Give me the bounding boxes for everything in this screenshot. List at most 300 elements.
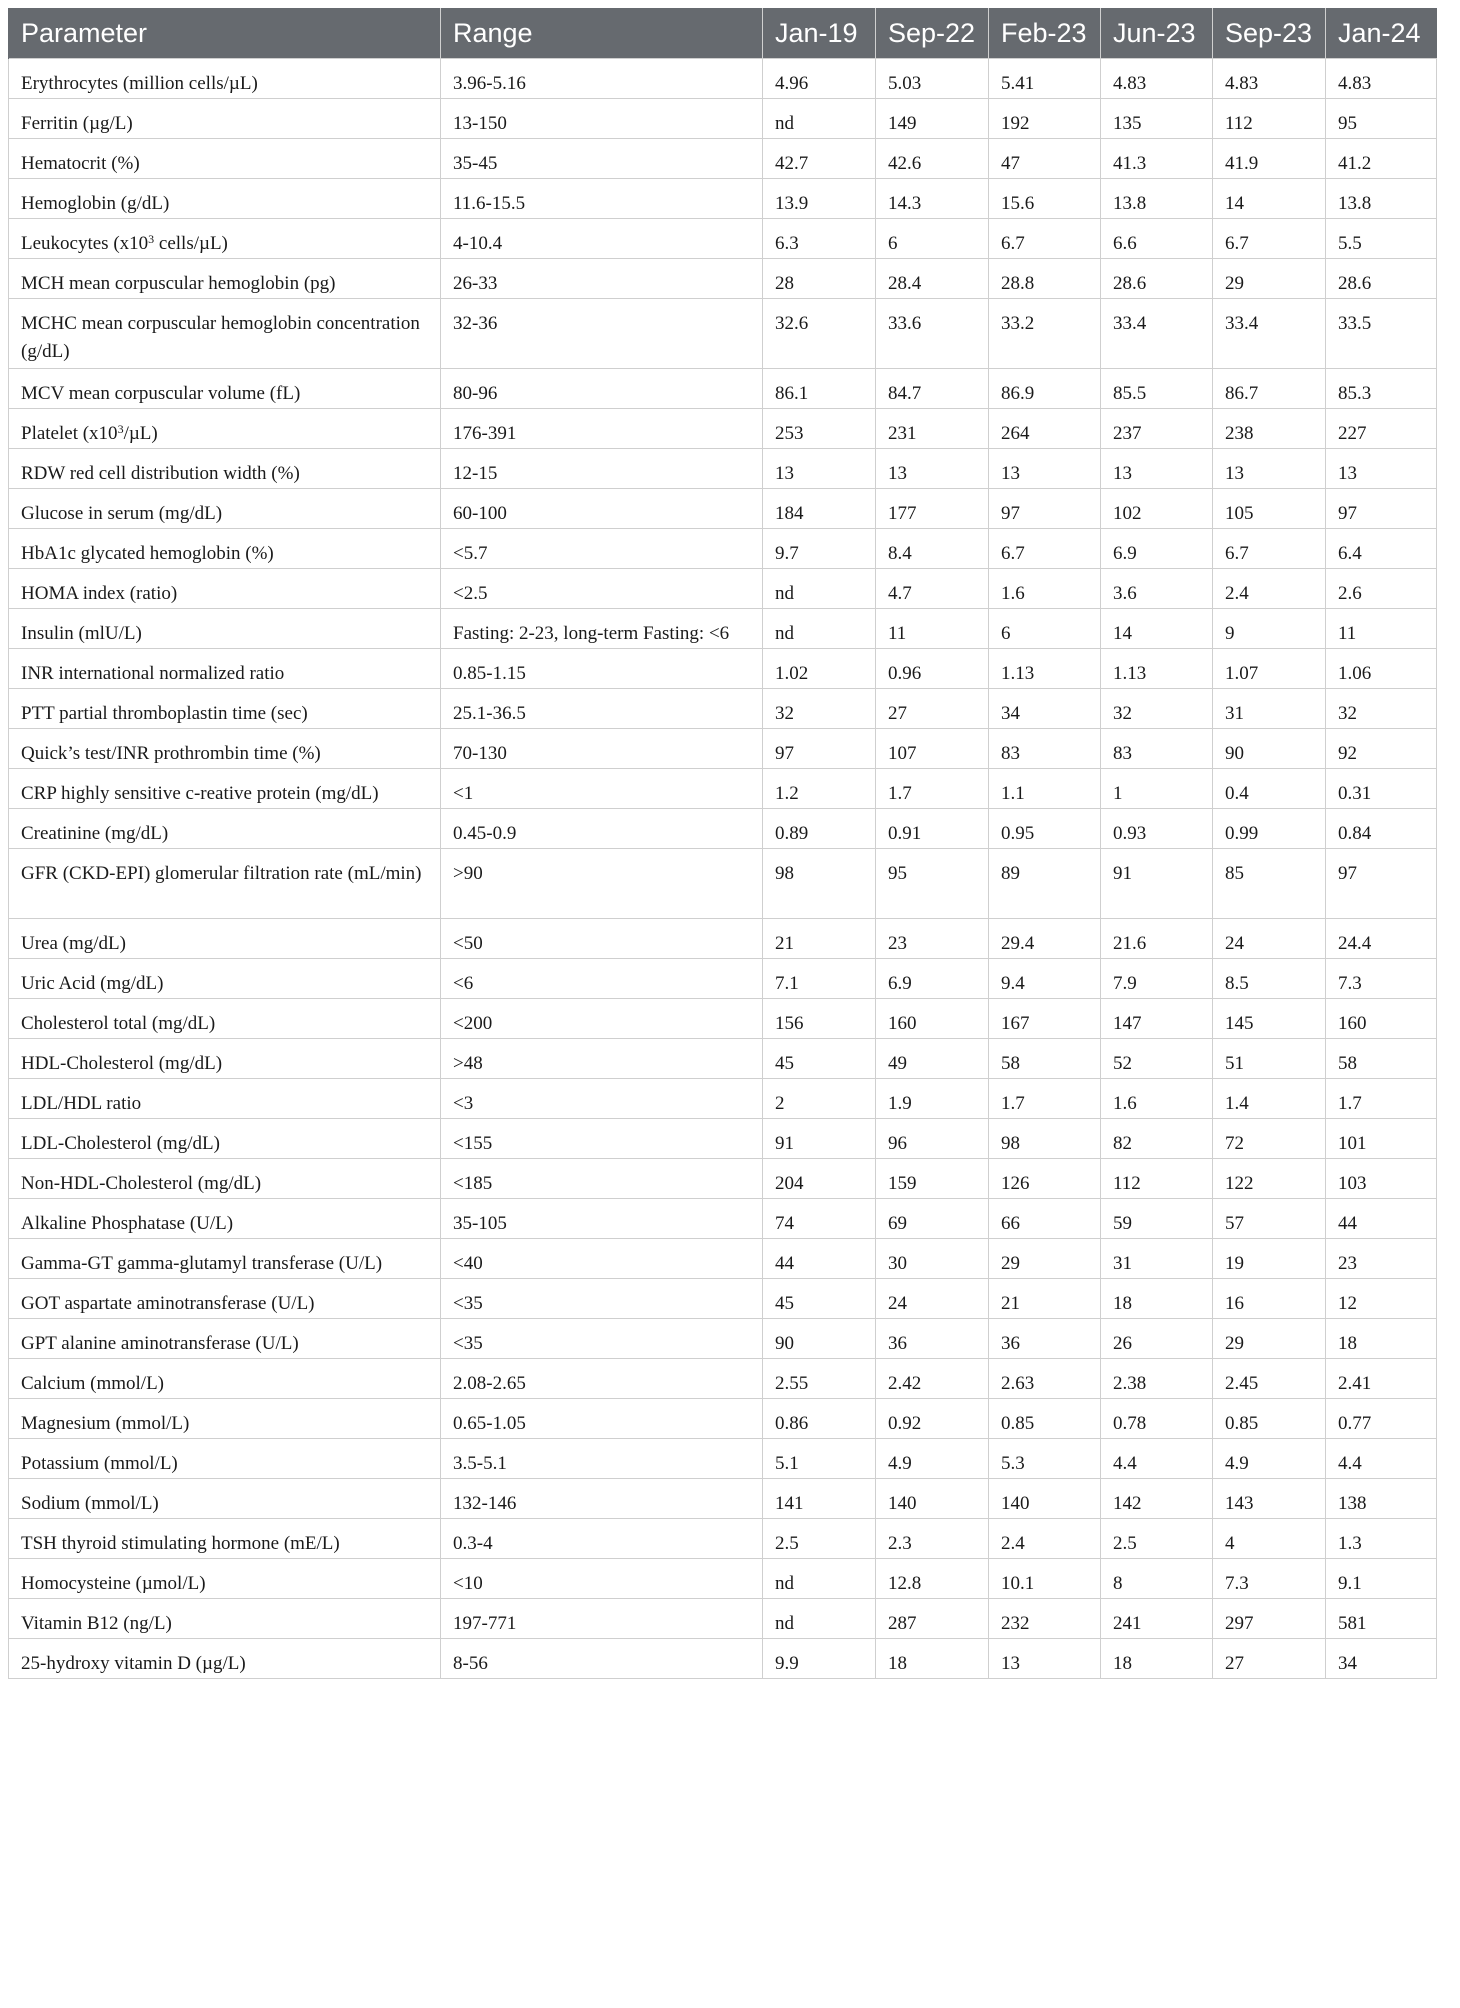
value-cell: 18	[1101, 1639, 1213, 1679]
value-cell: 142	[1101, 1479, 1213, 1519]
lab-results-table	[8, 8, 1437, 1679]
range-cell: <155	[441, 1119, 763, 1159]
value-cell: 13.8	[1101, 179, 1213, 219]
value-cell: 21	[989, 1279, 1101, 1319]
value-cell: 41.2	[1326, 139, 1437, 179]
value-cell: 2.55	[763, 1359, 876, 1399]
parameter-cell: Hematocrit (%)	[9, 139, 441, 179]
value-cell: 140	[876, 1479, 989, 1519]
value-cell: 92	[1326, 729, 1437, 769]
value-cell: 145	[1213, 999, 1326, 1039]
value-cell: nd	[763, 1599, 876, 1639]
value-cell: 101	[1326, 1119, 1437, 1159]
parameter-cell: GPT alanine aminotransferase (U/L)	[9, 1319, 441, 1359]
range-cell: 197-771	[441, 1599, 763, 1639]
parameter-cell: Insulin (mlU/L)	[9, 609, 441, 649]
range-cell: 13-150	[441, 99, 763, 139]
column-header: Feb-23	[989, 8, 1101, 59]
parameter-text: cells/µL)	[154, 233, 228, 254]
value-cell: 159	[876, 1159, 989, 1199]
value-cell: 28.4	[876, 259, 989, 299]
range-cell: 176-391	[441, 409, 763, 449]
range-cell: 12-15	[441, 449, 763, 489]
parameter-cell: Erythrocytes (million cells/µL)	[9, 59, 441, 99]
value-cell: 47	[989, 139, 1101, 179]
table-row	[9, 1199, 1437, 1239]
table-row	[9, 369, 1437, 409]
table-row	[9, 1239, 1437, 1279]
value-cell: 156	[763, 999, 876, 1039]
value-cell: 237	[1101, 409, 1213, 449]
parameter-cell: Calcium (mmol/L)	[9, 1359, 441, 1399]
table-row	[9, 1599, 1437, 1639]
value-cell: 83	[1101, 729, 1213, 769]
value-cell: 0.31	[1326, 769, 1437, 809]
table-row	[9, 849, 1437, 919]
column-header: Sep-22	[876, 8, 989, 59]
value-cell: 24	[1213, 919, 1326, 959]
value-cell: 26	[1101, 1319, 1213, 1359]
value-cell: 57	[1213, 1199, 1326, 1239]
value-cell: 42.7	[763, 139, 876, 179]
range-cell: 70-130	[441, 729, 763, 769]
value-cell: 5.1	[763, 1439, 876, 1479]
value-cell: 52	[1101, 1039, 1213, 1079]
table-row	[9, 139, 1437, 179]
range-cell: <35	[441, 1319, 763, 1359]
value-cell: 184	[763, 489, 876, 529]
parameter-cell: HDL-Cholesterol (mg/dL)	[9, 1039, 441, 1079]
table-row	[9, 449, 1437, 489]
range-cell: <1	[441, 769, 763, 809]
range-cell: 3.96-5.16	[441, 59, 763, 99]
value-cell: 29	[1213, 1319, 1326, 1359]
value-cell: 6.7	[989, 529, 1101, 569]
value-cell: 107	[876, 729, 989, 769]
range-cell: 4-10.4	[441, 219, 763, 259]
value-cell: 2.4	[1213, 569, 1326, 609]
value-cell: 1.13	[1101, 649, 1213, 689]
value-cell: nd	[763, 609, 876, 649]
value-cell: 4.7	[876, 569, 989, 609]
parameter-superscript: 3	[148, 232, 155, 246]
range-cell: 25.1-36.5	[441, 689, 763, 729]
column-header: Jun-23	[1101, 8, 1213, 59]
value-cell: 21	[763, 919, 876, 959]
value-cell: 160	[876, 999, 989, 1039]
value-cell: 231	[876, 409, 989, 449]
value-cell: 66	[989, 1199, 1101, 1239]
value-cell: 58	[989, 1039, 1101, 1079]
value-cell: 36	[876, 1319, 989, 1359]
value-cell: 2.42	[876, 1359, 989, 1399]
value-cell: 18	[1101, 1279, 1213, 1319]
range-cell: 132-146	[441, 1479, 763, 1519]
parameter-cell: Creatinine (mg/dL)	[9, 809, 441, 849]
parameter-cell: Glucose in serum (mg/dL)	[9, 489, 441, 529]
parameter-cell: RDW red cell distribution width (%)	[9, 449, 441, 489]
table-row	[9, 569, 1437, 609]
value-cell: 36	[989, 1319, 1101, 1359]
value-cell: 0.86	[763, 1399, 876, 1439]
value-cell: 14.3	[876, 179, 989, 219]
parameter-cell: HbA1c glycated hemoglobin (%)	[9, 529, 441, 569]
table-row	[9, 1079, 1437, 1119]
value-cell: 84.7	[876, 369, 989, 409]
value-cell: 4.9	[876, 1439, 989, 1479]
value-cell: 0.99	[1213, 809, 1326, 849]
value-cell: 112	[1101, 1159, 1213, 1199]
value-cell: 13.8	[1326, 179, 1437, 219]
value-cell: 28	[763, 259, 876, 299]
table-row	[9, 409, 1437, 449]
range-cell: >90	[441, 849, 763, 919]
value-cell: 8	[1101, 1559, 1213, 1599]
value-cell: 82	[1101, 1119, 1213, 1159]
value-cell: 15.6	[989, 179, 1101, 219]
range-cell: <185	[441, 1159, 763, 1199]
value-cell: 86.9	[989, 369, 1101, 409]
range-cell: >48	[441, 1039, 763, 1079]
column-header: Sep-23	[1213, 8, 1326, 59]
value-cell: 1.3	[1326, 1519, 1437, 1559]
value-cell: 0.84	[1326, 809, 1437, 849]
value-cell: 33.4	[1213, 299, 1326, 369]
parameter-cell: LDL/HDL ratio	[9, 1079, 441, 1119]
value-cell: 12	[1326, 1279, 1437, 1319]
table-row	[9, 1039, 1437, 1079]
parameter-text: /µL)	[123, 423, 158, 444]
range-cell: 26-33	[441, 259, 763, 299]
table-row	[9, 1119, 1437, 1159]
table-row	[9, 689, 1437, 729]
value-cell: 32	[1101, 689, 1213, 729]
parameter-cell: MCHC mean corpuscular hemoglobin concentration (g/dL)	[9, 299, 441, 369]
parameter-cell: Ferritin (µg/L)	[9, 99, 441, 139]
range-cell: <10	[441, 1559, 763, 1599]
table-row	[9, 299, 1437, 369]
value-cell: 1.07	[1213, 649, 1326, 689]
table-row	[9, 219, 1437, 259]
value-cell: 2.63	[989, 1359, 1101, 1399]
value-cell: 29.4	[989, 919, 1101, 959]
value-cell: 1	[1101, 769, 1213, 809]
parameter-cell: INR international normalized ratio	[9, 649, 441, 689]
value-cell: nd	[763, 99, 876, 139]
value-cell: 126	[989, 1159, 1101, 1199]
parameter-cell: Alkaline Phosphatase (U/L)	[9, 1199, 441, 1239]
value-cell: 34	[1326, 1639, 1437, 1679]
value-cell: 30	[876, 1239, 989, 1279]
parameter-cell: Cholesterol total (mg/dL)	[9, 999, 441, 1039]
table-row	[9, 919, 1437, 959]
value-cell: 241	[1101, 1599, 1213, 1639]
value-cell: 1.7	[876, 769, 989, 809]
range-cell: 32-36	[441, 299, 763, 369]
range-cell: <3	[441, 1079, 763, 1119]
column-header: Parameter	[9, 8, 441, 59]
value-cell: 4.83	[1213, 59, 1326, 99]
parameter-text: Leukocytes (x10	[21, 233, 149, 254]
value-cell: 287	[876, 1599, 989, 1639]
value-cell: 21.6	[1101, 919, 1213, 959]
range-cell: <200	[441, 999, 763, 1039]
value-cell: 29	[1213, 259, 1326, 299]
range-cell: 80-96	[441, 369, 763, 409]
value-cell: 143	[1213, 1479, 1326, 1519]
value-cell: 6.3	[763, 219, 876, 259]
value-cell: 6.7	[1213, 219, 1326, 259]
value-cell: 0.77	[1326, 1399, 1437, 1439]
table-row	[9, 1639, 1437, 1679]
value-cell: 86.7	[1213, 369, 1326, 409]
value-cell: 85.3	[1326, 369, 1437, 409]
value-cell: 1.1	[989, 769, 1101, 809]
value-cell: 14	[1101, 609, 1213, 649]
table-row	[9, 809, 1437, 849]
value-cell: 24	[876, 1279, 989, 1319]
value-cell: 89	[989, 849, 1101, 919]
range-cell: <2.5	[441, 569, 763, 609]
parameter-cell	[9, 409, 441, 449]
value-cell: 33.5	[1326, 299, 1437, 369]
table-row	[9, 59, 1437, 99]
value-cell: 4.4	[1326, 1439, 1437, 1479]
value-cell: 7.3	[1213, 1559, 1326, 1599]
table-row	[9, 1439, 1437, 1479]
value-cell: 13	[1213, 449, 1326, 489]
value-cell: 0.89	[763, 809, 876, 849]
value-cell: 90	[763, 1319, 876, 1359]
value-cell: 1.7	[989, 1079, 1101, 1119]
value-cell: 0.85	[989, 1399, 1101, 1439]
range-cell: <50	[441, 919, 763, 959]
table-row	[9, 729, 1437, 769]
value-cell: 32	[1326, 689, 1437, 729]
table-header	[9, 8, 1437, 59]
table-row	[9, 999, 1437, 1039]
table-row	[9, 259, 1437, 299]
value-cell: 581	[1326, 1599, 1437, 1639]
value-cell: 6.4	[1326, 529, 1437, 569]
parameter-cell: GFR (CKD-EPI) glomerular filtration rate (mL/min)	[9, 849, 441, 919]
value-cell: 2.3	[876, 1519, 989, 1559]
value-cell: 86.1	[763, 369, 876, 409]
column-header: Jan-19	[763, 8, 876, 59]
value-cell: 85	[1213, 849, 1326, 919]
value-cell: 32	[763, 689, 876, 729]
value-cell: 4	[1213, 1519, 1326, 1559]
value-cell: 13	[1101, 449, 1213, 489]
value-cell: 5.5	[1326, 219, 1437, 259]
parameter-cell: Uric Acid (mg/dL)	[9, 959, 441, 999]
range-cell: 2.08-2.65	[441, 1359, 763, 1399]
value-cell: 97	[1326, 849, 1437, 919]
value-cell: 42.6	[876, 139, 989, 179]
value-cell: 44	[1326, 1199, 1437, 1239]
table-row	[9, 529, 1437, 569]
table-row	[9, 1279, 1437, 1319]
value-cell: 135	[1101, 99, 1213, 139]
table-row	[9, 1159, 1437, 1199]
value-cell: 9	[1213, 609, 1326, 649]
parameter-cell: MCH mean corpuscular hemoglobin (pg)	[9, 259, 441, 299]
value-cell: 1.2	[763, 769, 876, 809]
value-cell: 51	[1213, 1039, 1326, 1079]
range-cell: <35	[441, 1279, 763, 1319]
parameter-cell: Homocysteine (µmol/L)	[9, 1559, 441, 1599]
value-cell: 44	[763, 1239, 876, 1279]
value-cell: 138	[1326, 1479, 1437, 1519]
value-cell: 122	[1213, 1159, 1326, 1199]
table-row	[9, 1559, 1437, 1599]
value-cell: 103	[1326, 1159, 1437, 1199]
value-cell: 95	[1326, 99, 1437, 139]
value-cell: 16	[1213, 1279, 1326, 1319]
value-cell: 45	[763, 1279, 876, 1319]
value-cell: 9.7	[763, 529, 876, 569]
value-cell: 18	[876, 1639, 989, 1679]
value-cell: 27	[1213, 1639, 1326, 1679]
value-cell: 13.9	[763, 179, 876, 219]
value-cell: 28.6	[1101, 259, 1213, 299]
value-cell: 4.83	[1101, 59, 1213, 99]
value-cell: 23	[1326, 1239, 1437, 1279]
value-cell: 91	[1101, 849, 1213, 919]
value-cell: 10.1	[989, 1559, 1101, 1599]
value-cell: 33.6	[876, 299, 989, 369]
table-row	[9, 1519, 1437, 1559]
value-cell: 1.7	[1326, 1079, 1437, 1119]
value-cell: 2.5	[763, 1519, 876, 1559]
value-cell: 91	[763, 1119, 876, 1159]
value-cell: 59	[1101, 1199, 1213, 1239]
value-cell: 29	[989, 1239, 1101, 1279]
parameter-cell: HOMA index (ratio)	[9, 569, 441, 609]
value-cell: 24.4	[1326, 919, 1437, 959]
value-cell: 264	[989, 409, 1101, 449]
value-cell: 41.9	[1213, 139, 1326, 179]
value-cell: 0.91	[876, 809, 989, 849]
value-cell: 1.6	[1101, 1079, 1213, 1119]
value-cell: 97	[763, 729, 876, 769]
table-row	[9, 1319, 1437, 1359]
value-cell: 0.85	[1213, 1399, 1326, 1439]
range-cell: 0.3-4	[441, 1519, 763, 1559]
value-cell: 98	[763, 849, 876, 919]
value-cell: 3.6	[1101, 569, 1213, 609]
value-cell: 5.41	[989, 59, 1101, 99]
value-cell: 2.38	[1101, 1359, 1213, 1399]
table-body	[9, 59, 1437, 1679]
parameter-cell: CRP highly sensitive c-reative protein (mg/dL)	[9, 769, 441, 809]
value-cell: 34	[989, 689, 1101, 729]
column-header: Range	[441, 8, 763, 59]
value-cell: 98	[989, 1119, 1101, 1159]
value-cell: 31	[1101, 1239, 1213, 1279]
value-cell: 9.9	[763, 1639, 876, 1679]
value-cell: 2.4	[989, 1519, 1101, 1559]
table-row	[9, 649, 1437, 689]
value-cell: 1.06	[1326, 649, 1437, 689]
value-cell: 33.4	[1101, 299, 1213, 369]
value-cell: 13	[876, 449, 989, 489]
value-cell: 147	[1101, 999, 1213, 1039]
value-cell: 112	[1213, 99, 1326, 139]
parameter-cell: Urea (mg/dL)	[9, 919, 441, 959]
value-cell: 49	[876, 1039, 989, 1079]
value-cell: 141	[763, 1479, 876, 1519]
range-cell: 11.6-15.5	[441, 179, 763, 219]
value-cell: 204	[763, 1159, 876, 1199]
value-cell: 1.4	[1213, 1079, 1326, 1119]
value-cell: 13	[989, 449, 1101, 489]
value-cell: 253	[763, 409, 876, 449]
parameter-cell: Quick’s test/INR prothrombin time (%)	[9, 729, 441, 769]
value-cell: 6	[989, 609, 1101, 649]
parameter-cell: MCV mean corpuscular volume (fL)	[9, 369, 441, 409]
value-cell: 13	[763, 449, 876, 489]
column-header: Jan-24	[1326, 8, 1437, 59]
value-cell: 8.4	[876, 529, 989, 569]
value-cell: 13	[1326, 449, 1437, 489]
value-cell: 97	[1326, 489, 1437, 529]
value-cell: 0.78	[1101, 1399, 1213, 1439]
value-cell: 2.45	[1213, 1359, 1326, 1399]
value-cell: 11	[876, 609, 989, 649]
value-cell: 9.1	[1326, 1559, 1437, 1599]
value-cell: 32.6	[763, 299, 876, 369]
parameter-cell: Sodium (mmol/L)	[9, 1479, 441, 1519]
table-row	[9, 769, 1437, 809]
value-cell: 41.3	[1101, 139, 1213, 179]
parameter-superscript: 3	[117, 422, 124, 436]
range-cell: 35-105	[441, 1199, 763, 1239]
value-cell: 2.5	[1101, 1519, 1213, 1559]
range-cell: <6	[441, 959, 763, 999]
value-cell: 1.9	[876, 1079, 989, 1119]
table-row	[9, 1479, 1437, 1519]
value-cell: 1.6	[989, 569, 1101, 609]
value-cell: 13	[989, 1639, 1101, 1679]
value-cell: 7.9	[1101, 959, 1213, 999]
value-cell: 6.9	[1101, 529, 1213, 569]
parameter-cell: Hemoglobin (g/dL)	[9, 179, 441, 219]
value-cell: 97	[989, 489, 1101, 529]
range-cell: 0.85-1.15	[441, 649, 763, 689]
range-cell: <5.7	[441, 529, 763, 569]
value-cell: 31	[1213, 689, 1326, 729]
value-cell: 74	[763, 1199, 876, 1239]
value-cell: 0.4	[1213, 769, 1326, 809]
value-cell: 160	[1326, 999, 1437, 1039]
value-cell: 69	[876, 1199, 989, 1239]
value-cell: 167	[989, 999, 1101, 1039]
value-cell: 19	[1213, 1239, 1326, 1279]
value-cell: 96	[876, 1119, 989, 1159]
value-cell: 2	[763, 1079, 876, 1119]
parameter-cell: Non-HDL-Cholesterol (mg/dL)	[9, 1159, 441, 1199]
range-cell: 60-100	[441, 489, 763, 529]
parameter-cell: LDL-Cholesterol (mg/dL)	[9, 1119, 441, 1159]
value-cell: 6.6	[1101, 219, 1213, 259]
header-row	[9, 8, 1437, 59]
value-cell: 140	[989, 1479, 1101, 1519]
value-cell: 2.6	[1326, 569, 1437, 609]
value-cell: 23	[876, 919, 989, 959]
value-cell: 90	[1213, 729, 1326, 769]
value-cell: 4.83	[1326, 59, 1437, 99]
